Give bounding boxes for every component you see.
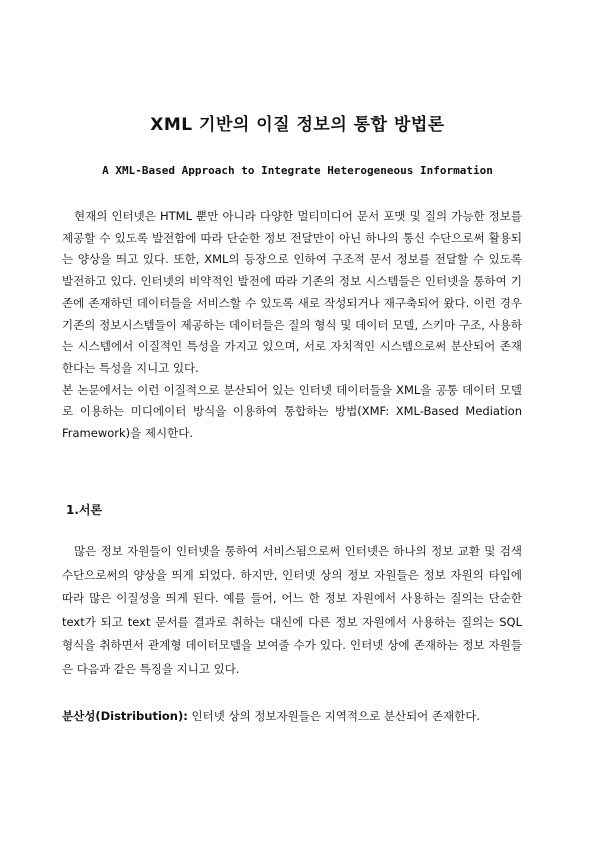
abstract: [62, 206, 522, 445]
distribution-term: 분산성(Distribution):: [62, 709, 188, 723]
distribution-item: [62, 709, 522, 723]
distribution-text: 인터넷 상의 정보자원들은 지역적으로 분산되어 존재한다.: [187, 709, 481, 723]
introduction-paragraph: 많은 정보 자원들이 인터넷을 통하여 서비스됨으로써 인터넷은 하나의 정보 교환 및 검색 수단으로써의 양상을 띄게 되었다. 하지만, 인터넷 상의 정보 자원들은 정보 자원의 타입에 따라 많은 이질성을 띄게 된다. 예를 들어, 어느 한 정보 자원에서 사용하는 질의는 단순한 text가 되고 text 문서를 결과로 취하는 대신에 다른 정보 자원에서 사용하는 질의는 SQL 형식을 취하면서 관계형 데이터모델을 보여줄 수가 있다. 인터넷 상에 존재하는 정보 자원들은 다음과 같은 특징을 지니고 있다.: [62, 544, 522, 676]
abstract-paragraph-2: 본 논문에서는 이런 이질적으로 분산되어 있는 인터넷 데이터들을 XML을 공통 데이터 모델로 이용하는 미디에이터 방식을 이용하여 통합하는 방법(XMF: XML-Based Mediation Framework)을 제시한다.: [62, 382, 522, 441]
abstract-paragraph-1: 현재의 인터넷은 HTML 뿐만 아니라 다양한 멀티미디어 문서 포맷 및 질의 가능한 정보를 제공할 수 있도록 발전함에 따라 단순한 정보 전달만이 아닌 하나의 통신 수단으로써 활용되는 양상을 띄고 있다. 또한, XML의 등장으로 인하여 구조적 문서 정보를 전달할 수 있도록 발전하고 있다. 인터넷의 비약적인 발전에 따라 기존의 정보 시스템들은 인터넷을 통하여 기존에 존재하던 데이터들을 서비스할 수 있도록 새로 작성되거나 재구축되어 왔다. 이런 경우 기존의 정보시스템들이 제공하는 데이터들은 질의 형식 및 데이터 모델, 스키마 구조, 사용하는 시스템에서 이질적인 특성을 가지고 있으며, 서로 자치적인 시스템으로써 분산되어 존재한다는 특성을 지니고 있다.: [62, 209, 522, 375]
paper-title: XML 기반의 이질 정보의 통합 방법론: [150, 115, 445, 135]
paper-subtitle: A XML-Based Approach to Integrate Heterogeneous Information: [102, 164, 493, 177]
section-heading-introduction: 1.서론: [66, 503, 103, 517]
